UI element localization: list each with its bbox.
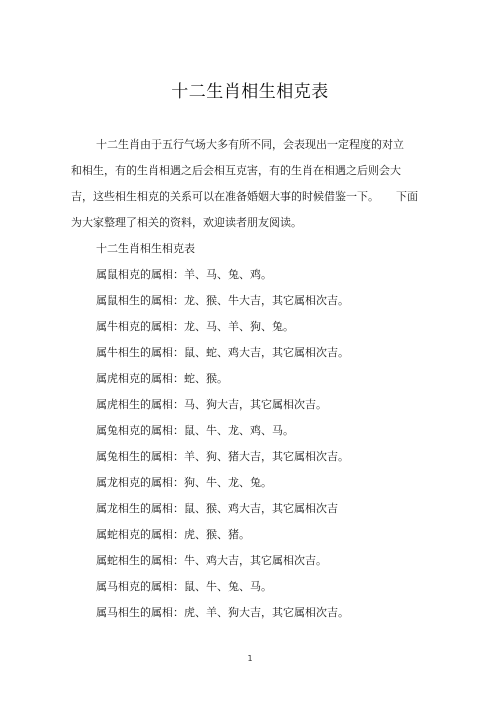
list-item: 属马相生的属相：虎、羊、狗大吉，其它属相次吉。: [96, 606, 349, 619]
list-item: 属龙相生的属相：鼠、猴、鸡大吉，其它属相次吉: [96, 502, 338, 515]
intro-line-3-text: 吉，这些相生相克的关系可以在准备婚姻大事的时候借鉴一下。: [71, 190, 379, 203]
list-item: 属虎相克的属相：蛇、猴。: [96, 372, 228, 385]
list-item: 属龙相克的属相：狗、牛、龙、兔。: [96, 476, 272, 489]
list-item: 属鼠相生的属相：龙、猴、牛大吉，其它属相次吉。: [96, 294, 349, 307]
list-item: 属蛇相克的属相：虎、猴、猪。: [96, 528, 250, 541]
intro-line-3-tail: 下面: [396, 190, 418, 203]
list-item: 属鼠相克的属相：羊、马、兔、鸡。: [96, 268, 272, 281]
intro-paragraph-line-1: 十二生肖由于五行气场大多有所不同，会表现出一定程度的对立: [96, 138, 404, 151]
table-heading: 十二生肖相生相克表: [96, 242, 195, 255]
list-item: 属马相克的属相：鼠、牛、兔、马。: [96, 580, 272, 593]
list-item: 属兔相生的属相：羊、狗、猪大吉，其它属相次吉。: [96, 450, 349, 463]
list-item: 属牛相克的属相：龙、马、羊、狗、兔。: [96, 320, 294, 333]
page-number: 1: [247, 654, 253, 663]
list-item: 属牛相生的属相：鼠、蛇、鸡大吉，其它属相次吉。: [96, 346, 349, 359]
list-item: 属蛇相生的属相：牛、鸡大吉，其它属相次吉。: [96, 554, 327, 567]
document-title: 十二生肖相生相克表: [171, 82, 329, 102]
intro-paragraph-line-2: 和相生，有的生肖相遇之后会相互克害，有的生肖在相遇之后则会大: [71, 164, 401, 177]
list-item: 属虎相生的属相：马、狗大吉，其它属相次吉。: [96, 398, 327, 411]
intro-paragraph-line-3: [71, 191, 431, 203]
intro-paragraph-line-4: 为大家整理了相关的资料，欢迎读者朋友阅读。: [71, 216, 302, 229]
list-item: 属兔相克的属相：鼠、牛、龙、鸡、马。: [96, 424, 294, 437]
